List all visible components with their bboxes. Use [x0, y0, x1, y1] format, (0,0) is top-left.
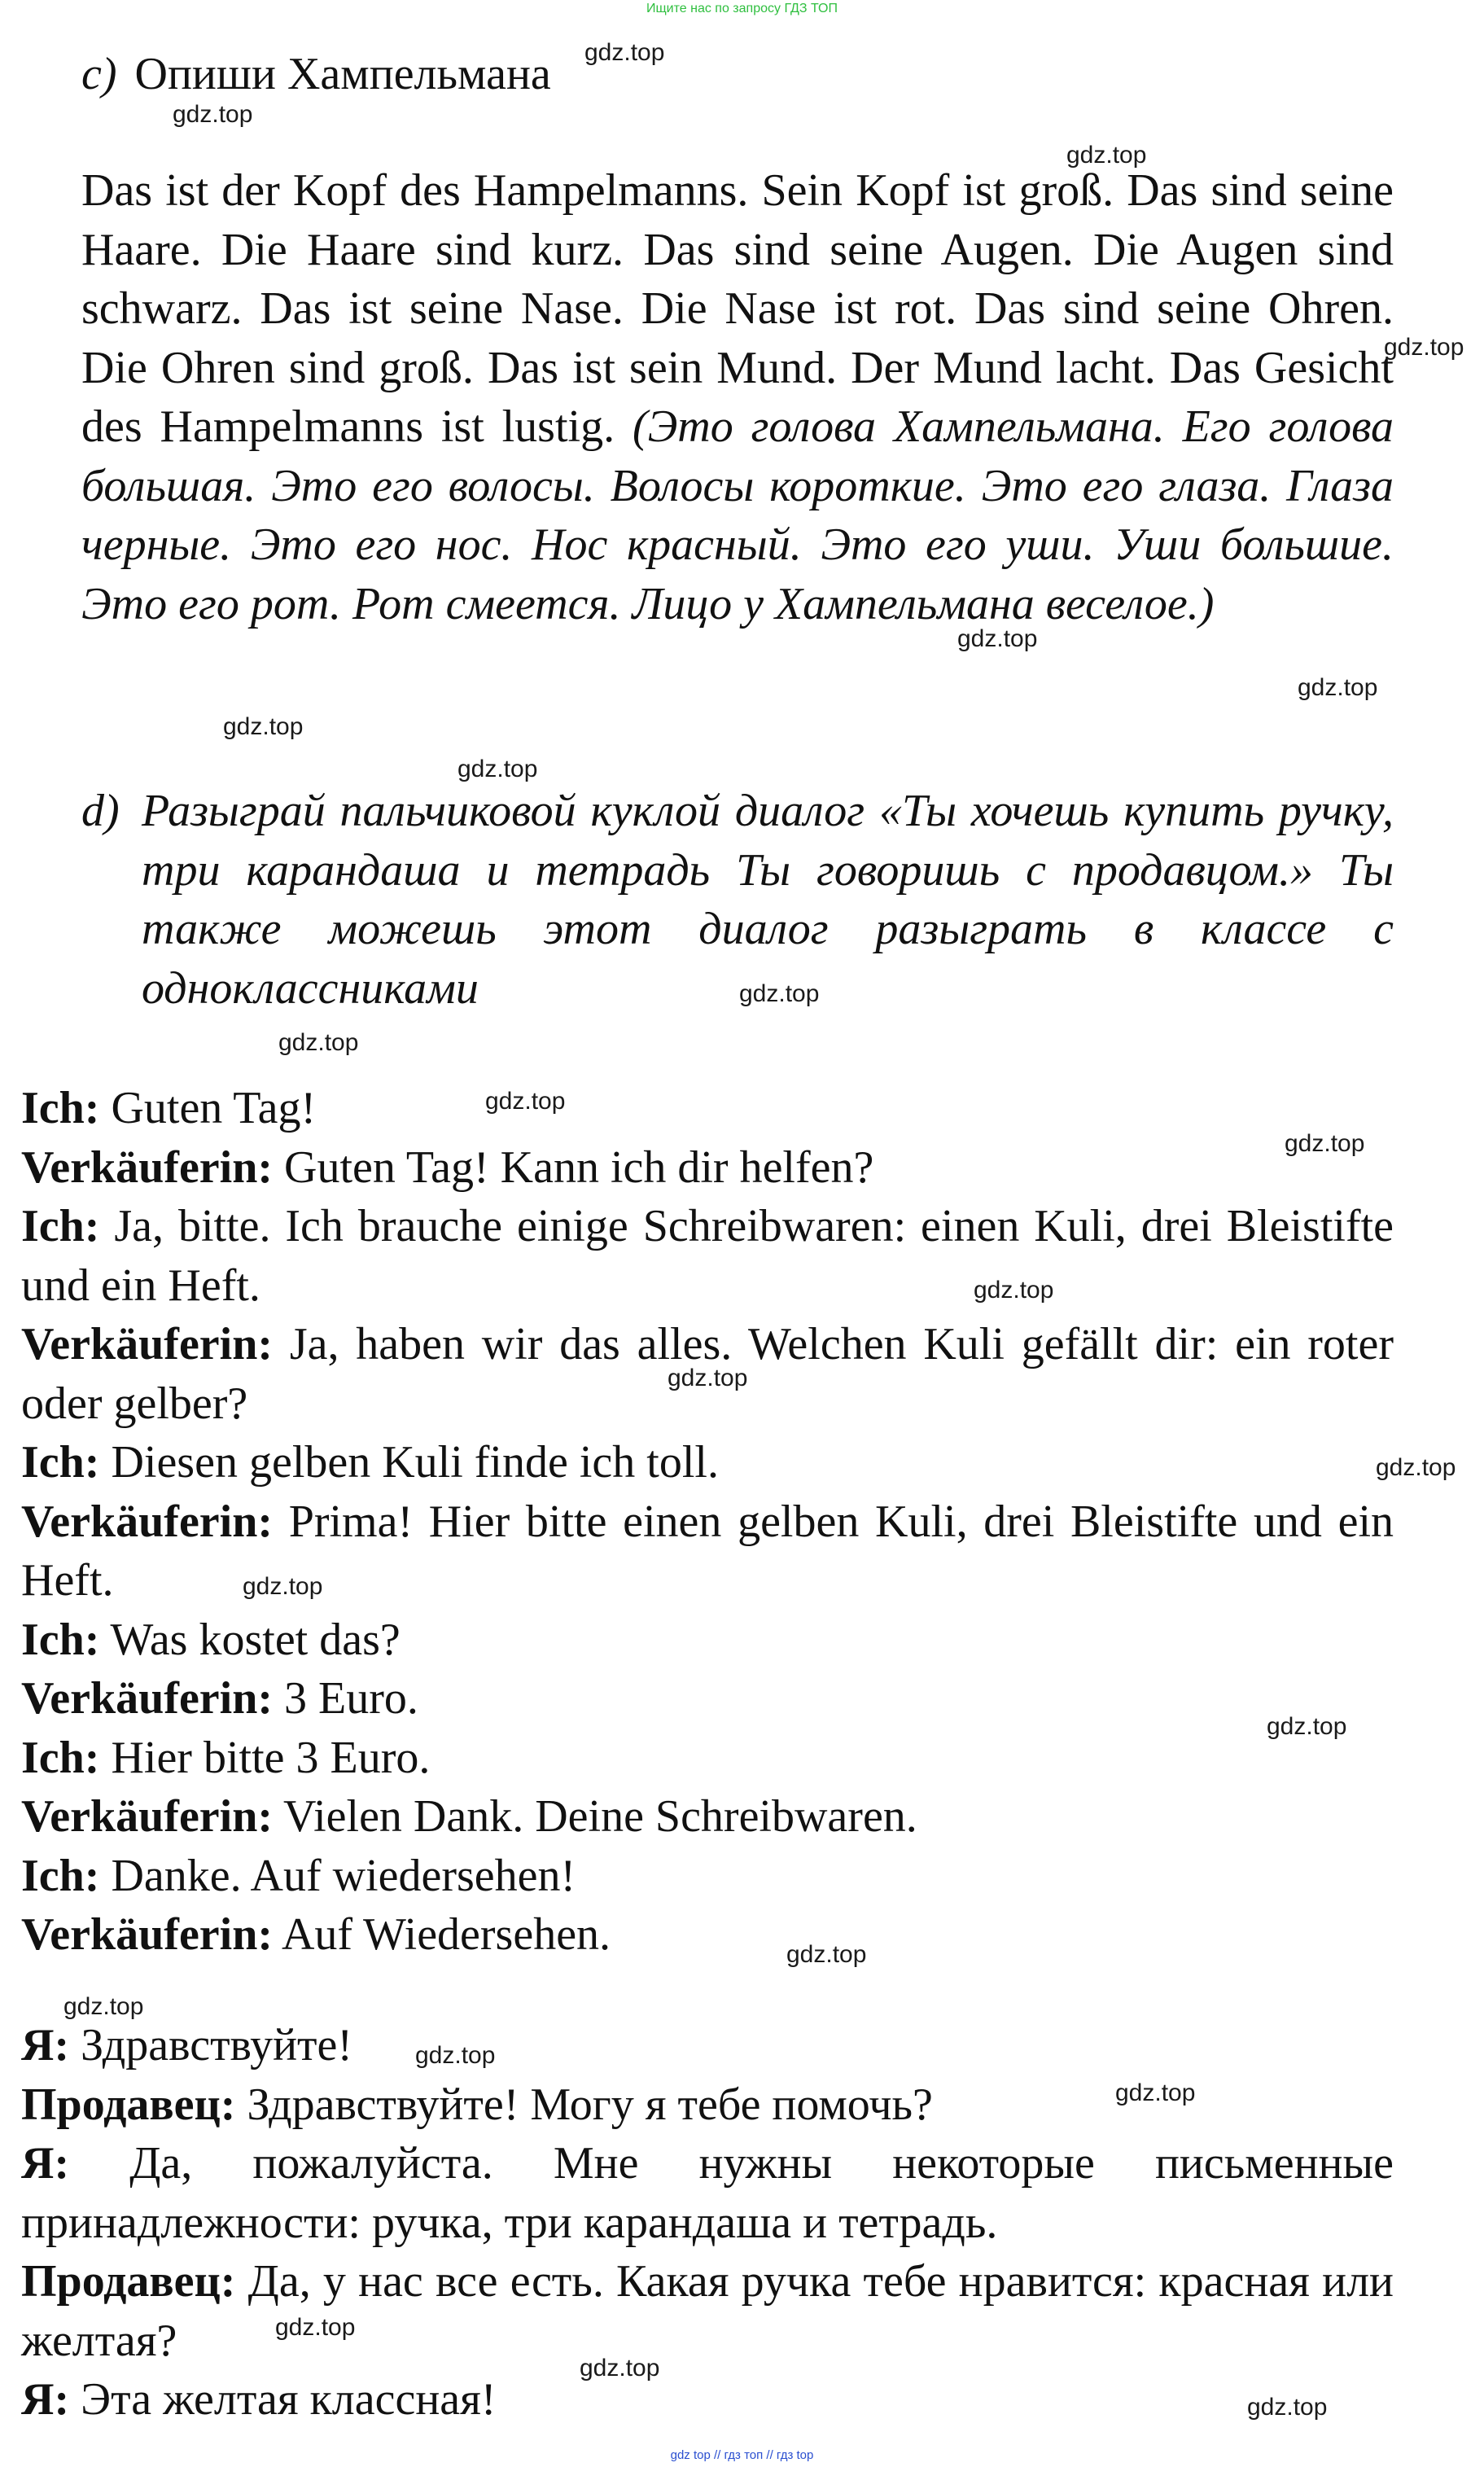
line-text: Ja, bitte. Ich brauche einige Schreibwaren: einen Kuli, drei Bleistifte und ein Heft. — [21, 1201, 1394, 1311]
dialog-line — [21, 1433, 1394, 1492]
speaker: Verkäuferin: — [21, 1673, 274, 1724]
line-text: Эта желтая классная! — [81, 2374, 497, 2425]
watermark: gdz.top — [1298, 674, 1378, 701]
watermark: gdz.top — [580, 2355, 660, 2382]
watermark: gdz.top — [1066, 142, 1147, 169]
task-c-label: c) — [81, 49, 117, 99]
task-c-heading — [81, 46, 551, 103]
dialog-line — [21, 1669, 1394, 1729]
watermark: gdz.top — [278, 1029, 359, 1056]
speaker: Verkäuferin: — [21, 1496, 274, 1547]
dialog-line — [21, 2370, 1394, 2430]
watermark: gdz.top — [739, 980, 820, 1007]
watermark: gdz.top — [243, 1573, 323, 1600]
speaker: Verkäuferin: — [21, 1319, 274, 1369]
speaker: Продавец: — [21, 2256, 236, 2307]
line-text: Prima! Hier bitte einen gelben Kuli, drei Bleistifte und ein Heft. — [21, 1496, 1394, 1606]
description-russian: (Это голова Хампельмана. Его голова большая. Это его волосы. Волосы короткие. Это его глаза. Глаза черные. Это его нос. Нос красный. Это его уши. Уши большие. Это его рот. Рот смеется. Лицо у Хампельмана веселое.) — [81, 401, 1394, 629]
line-text: Ja, haben wir das alles. Welchen Kuli gefällt dir: ein roter oder gelber? — [21, 1319, 1394, 1429]
speaker: Продавец: — [21, 2079, 236, 2130]
watermark: gdz.top — [173, 101, 253, 128]
watermark: gdz.top — [957, 625, 1038, 652]
line-text: Да, пожалуйста. Мне нужны некоторые письменные принадлежности: ручка, три карандаша и тетрадь. — [21, 2138, 1394, 2248]
speaker: Я: — [21, 2138, 70, 2189]
dialog-russian — [21, 2016, 1394, 2430]
speaker: Я: — [21, 2374, 70, 2425]
watermark: gdz.top — [1376, 1454, 1456, 1481]
watermark: gdz.top — [415, 2042, 496, 2069]
speaker: Ich: — [21, 1201, 100, 1251]
dialog-line — [21, 1079, 1394, 1138]
line-text: Здравствуйте! — [81, 2020, 353, 2070]
dialog-line — [21, 1905, 1394, 1965]
dialog-line — [21, 1492, 1394, 1610]
speaker: Я: — [21, 2020, 70, 2070]
watermark: gdz.top — [1247, 2394, 1328, 2421]
footer-note[interactable]: gdz top // гдз топ // гдз top — [670, 2448, 814, 2462]
speaker: Verkäuferin: — [21, 1909, 274, 1960]
description-german: Das ist der Kopf des Hampelmanns. Sein Kopf ist groß. Das sind seine Haare. Die Haare sind kurz. Das sind seine Augen. Die Augen sind schwarz. Das ist seine Nase. Die Nase ist rot. Das sind seine Ohren. Die Ohren sind groß. Das ist sein Mund. Der Mund lacht. Das Gesicht des Hampelmanns ist lustig. — [81, 165, 1394, 452]
line-text: Auf Wiedersehen. — [281, 1909, 611, 1960]
speaker: Ich: — [21, 1850, 100, 1901]
dialog-line — [21, 2134, 1394, 2252]
speaker: Ich: — [21, 1437, 100, 1488]
watermark: gdz.top — [1285, 1130, 1365, 1157]
dialog-german — [21, 1079, 1394, 1965]
watermark: gdz.top — [275, 2314, 356, 2341]
task-d-label: d) — [81, 786, 120, 836]
speaker: Verkäuferin: — [21, 1791, 274, 1842]
line-text: Здравствуйте! Могу я тебе помочь? — [247, 2079, 933, 2130]
speaker: Ich: — [21, 1732, 100, 1783]
watermark: gdz.top — [786, 1941, 867, 1968]
line-text: Diesen gelben Kuli finde ich toll. — [111, 1437, 719, 1488]
watermark: gdz.top — [1115, 2079, 1196, 2106]
description-paragraph — [81, 161, 1394, 633]
dialog-line — [21, 1787, 1394, 1847]
line-text: Danke. Auf wiedersehen! — [111, 1850, 576, 1901]
speaker: Ich: — [21, 1083, 100, 1133]
task-c-title: Опиши Хампельмана — [134, 49, 551, 99]
watermark: gdz.top — [485, 1088, 566, 1115]
dialog-line — [21, 1729, 1394, 1788]
dialog-line — [21, 1197, 1394, 1315]
watermark: gdz.top — [63, 1993, 144, 2020]
line-text: Guten Tag! — [111, 1083, 317, 1133]
line-text: Vielen Dank. Deine Schreibwaren. — [283, 1791, 917, 1842]
task-d — [81, 782, 1394, 1018]
watermark: gdz.top — [1267, 1713, 1347, 1740]
watermark: gdz.top — [1384, 334, 1464, 361]
watermark: gdz.top — [457, 756, 538, 782]
watermark: gdz.top — [584, 39, 665, 66]
line-text: Guten Tag! Kann ich dir helfen? — [284, 1141, 874, 1193]
watermark: gdz.top — [223, 713, 304, 740]
watermark: gdz.top — [974, 1277, 1054, 1304]
header-note[interactable]: Ищите нас по запросу ГДЗ ТОП — [646, 2, 838, 15]
dialog-line — [21, 2252, 1394, 2370]
line-text: Да, у нас все есть. Какая ручка тебе нравится: красная или желтая? — [21, 2256, 1394, 2366]
dialog-line — [21, 1138, 1394, 1198]
speaker: Ich: — [21, 1614, 100, 1665]
speaker: Verkäuferin: — [21, 1141, 274, 1193]
watermark: gdz.top — [668, 1365, 748, 1391]
dialog-line — [21, 1610, 1394, 1670]
task-d-text: Разыграй пальчиковой куклой диалог «Ты хочешь купить ручку, три карандаша и тетрадь Ты говоришь с продавцом.» Ты также можешь этот диалог разыграть в классе с одноклассниками — [142, 786, 1394, 1014]
line-text: Was kostet das? — [110, 1614, 401, 1665]
line-text: Hier bitte 3 Euro. — [111, 1732, 431, 1783]
dialog-line — [21, 2016, 1394, 2075]
dialog-line — [21, 1847, 1394, 1906]
line-text: 3 Euro. — [284, 1673, 418, 1724]
